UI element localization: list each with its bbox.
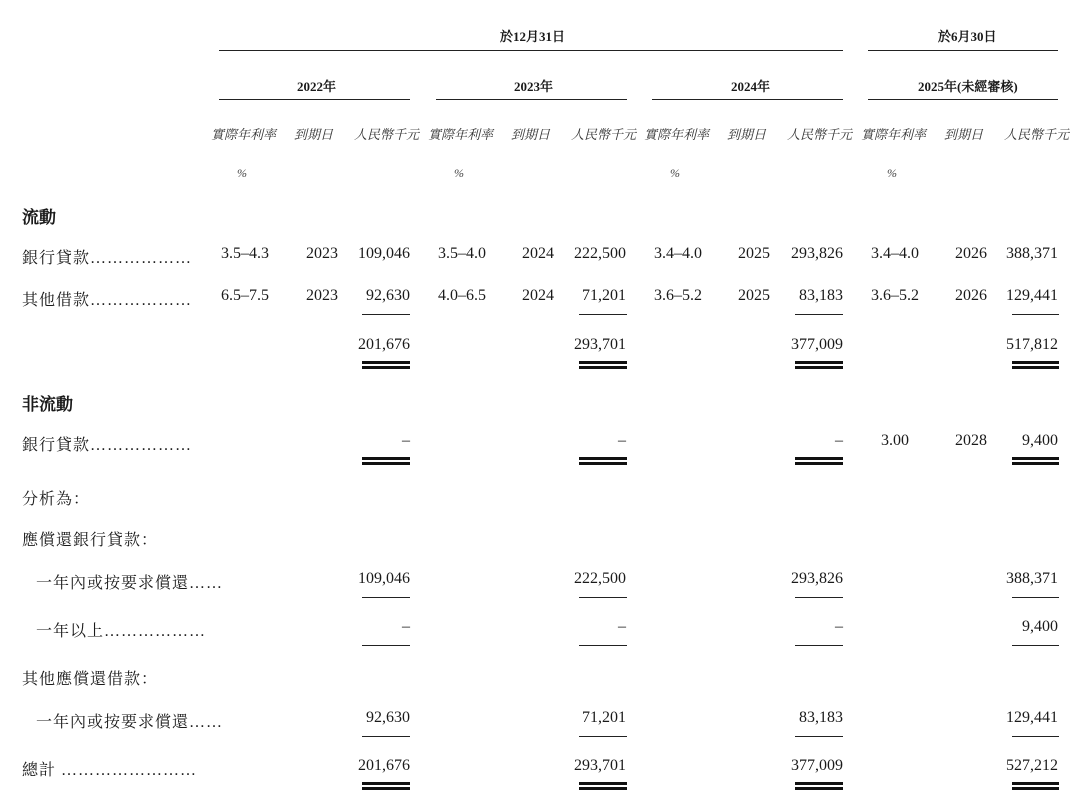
pct-2023: %: [454, 166, 464, 180]
col-rmb-2025: 人民幣千元: [1004, 127, 1070, 142]
nc-rate-2025: 3.00: [881, 432, 909, 449]
cell-amount: 71,201: [582, 287, 626, 304]
double-rule: [579, 361, 627, 369]
nc-amount: –: [618, 432, 626, 449]
row-rule: [1012, 736, 1059, 737]
cell-maturity: 2023: [306, 287, 338, 304]
cell-rate: 6.5–7.5: [221, 287, 269, 304]
cell-maturity: 2025: [738, 287, 770, 304]
year-2023-rule: [436, 99, 627, 100]
current-total: 293,701: [574, 336, 626, 353]
year-2023: 2023年: [514, 79, 554, 94]
pct-2022: %: [237, 166, 247, 180]
double-rule: [795, 457, 843, 465]
row-rule: [579, 645, 627, 646]
header-dec31-rule: [219, 50, 843, 51]
cell-amount: 129,441: [1006, 287, 1058, 304]
over-one-year-amount: –: [618, 618, 626, 635]
row-label-within-one-year: 一年內或按要求償還……: [36, 575, 224, 592]
col-rmb-2023: 人民幣千元: [571, 127, 637, 142]
subtotal-rule: [795, 314, 843, 315]
within-one-year-amount: 293,826: [791, 570, 843, 587]
row-label-total: 總計 ……………………: [22, 762, 198, 779]
double-rule: [795, 782, 843, 790]
nc-amount: –: [402, 432, 410, 449]
subtotal-rule: [362, 314, 410, 315]
nc-maturity-2025: 2028: [955, 432, 987, 449]
header-dec31: 於12月31日: [500, 29, 566, 44]
grand-total-amount: 201,676: [358, 757, 410, 774]
pct-2024: %: [670, 166, 680, 180]
double-rule: [362, 457, 410, 465]
row-label-over-one-year: 一年以上………………: [36, 623, 207, 640]
subtotal-rule: [1012, 314, 1059, 315]
double-rule: [579, 457, 627, 465]
over-one-year-amount: 9,400: [1022, 618, 1058, 635]
row-rule: [1012, 597, 1059, 598]
cell-rate: 3.5–4.0: [438, 245, 486, 262]
cell-rate: 3.4–4.0: [654, 245, 702, 262]
other-within-one-year-amount: 83,183: [799, 709, 843, 726]
subtotal-rule: [579, 314, 627, 315]
row-label-bank-loans: 銀行貸款………………: [22, 250, 193, 267]
row-label-other-within-one-year: 一年內或按要求償還……: [36, 714, 224, 731]
cell-maturity: 2023: [306, 245, 338, 262]
current-total: 517,812: [1006, 336, 1058, 353]
nc-amount: 9,400: [1022, 432, 1058, 449]
double-rule: [362, 782, 410, 790]
col-rmb-2024: 人民幣千元: [787, 127, 853, 142]
col-maturity-2025: 到期日: [944, 127, 984, 142]
cell-rate: 3.5–4.3: [221, 245, 269, 262]
row-rule: [795, 597, 843, 598]
row-rule: [579, 597, 627, 598]
col-rmb-2022: 人民幣千元: [354, 127, 420, 142]
year-2022-rule: [219, 99, 410, 100]
over-one-year-amount: –: [835, 618, 843, 635]
header-jun30-rule: [868, 50, 1058, 51]
current-total: 201,676: [358, 336, 410, 353]
within-one-year-amount: 388,371: [1006, 570, 1058, 587]
pct-2025: %: [887, 166, 897, 180]
year-2024: 2024年: [731, 79, 771, 94]
col-maturity-2023: 到期日: [511, 127, 551, 142]
row-rule: [579, 736, 627, 737]
row-rule: [795, 736, 843, 737]
double-rule: [579, 782, 627, 790]
grand-total-amount: 293,701: [574, 757, 626, 774]
over-one-year-amount: –: [402, 618, 410, 635]
year-2022: 2022年: [297, 79, 337, 94]
double-rule: [362, 361, 410, 369]
cell-maturity: 2026: [955, 245, 987, 262]
row-rule: [362, 597, 410, 598]
year-2024-rule: [652, 99, 843, 100]
bank-repayable-title: 應償還銀行貸款：: [22, 532, 159, 549]
double-rule: [1012, 782, 1059, 790]
row-label-nc-bank-loans: 銀行貸款………………: [22, 437, 193, 454]
year-2025: 2025年(未經審核): [918, 79, 1018, 94]
header-jun30: 於6月30日: [938, 29, 997, 44]
row-rule: [1012, 645, 1059, 646]
other-within-one-year-amount: 92,630: [366, 709, 410, 726]
double-rule: [1012, 361, 1059, 369]
other-repayable-title: 其他應償還借款：: [22, 671, 159, 688]
within-one-year-amount: 222,500: [574, 570, 626, 587]
other-within-one-year-amount: 129,441: [1006, 709, 1058, 726]
cell-rate: 3.4–4.0: [871, 245, 919, 262]
within-one-year-amount: 109,046: [358, 570, 410, 587]
col-maturity-2022: 到期日: [294, 127, 334, 142]
cell-amount: 109,046: [358, 245, 410, 262]
cell-amount: 388,371: [1006, 245, 1058, 262]
section-current: 流動: [22, 208, 56, 227]
cell-rate: 4.0–6.5: [438, 287, 486, 304]
grand-total-amount: 527,212: [1006, 757, 1058, 774]
grand-total-amount: 377,009: [791, 757, 843, 774]
cell-amount: 92,630: [366, 287, 410, 304]
cell-maturity: 2026: [955, 287, 987, 304]
section-non-current: 非流動: [22, 395, 73, 414]
row-rule: [795, 645, 843, 646]
cell-amount: 222,500: [574, 245, 626, 262]
col-rate-2024: 實際年利率: [644, 127, 710, 142]
row-rule: [362, 645, 410, 646]
cell-rate: 3.6–5.2: [871, 287, 919, 304]
double-rule: [795, 361, 843, 369]
nc-amount: –: [835, 432, 843, 449]
row-rule: [362, 736, 410, 737]
double-rule: [1012, 457, 1059, 465]
analysis-title: 分析為：: [22, 491, 91, 508]
other-within-one-year-amount: 71,201: [582, 709, 626, 726]
cell-maturity: 2024: [522, 287, 554, 304]
cell-maturity: 2024: [522, 245, 554, 262]
current-total: 377,009: [791, 336, 843, 353]
cell-rate: 3.6–5.2: [654, 287, 702, 304]
year-2025-rule: [868, 99, 1058, 100]
cell-amount: 293,826: [791, 245, 843, 262]
row-label-other-borrowings: 其他借款………………: [22, 292, 193, 309]
col-rate-2023: 實際年利率: [428, 127, 494, 142]
cell-amount: 83,183: [799, 287, 843, 304]
cell-maturity: 2025: [738, 245, 770, 262]
col-rate-2022: 實際年利率: [211, 127, 277, 142]
col-maturity-2024: 到期日: [727, 127, 767, 142]
col-rate-2025: 實際年利率: [861, 127, 927, 142]
